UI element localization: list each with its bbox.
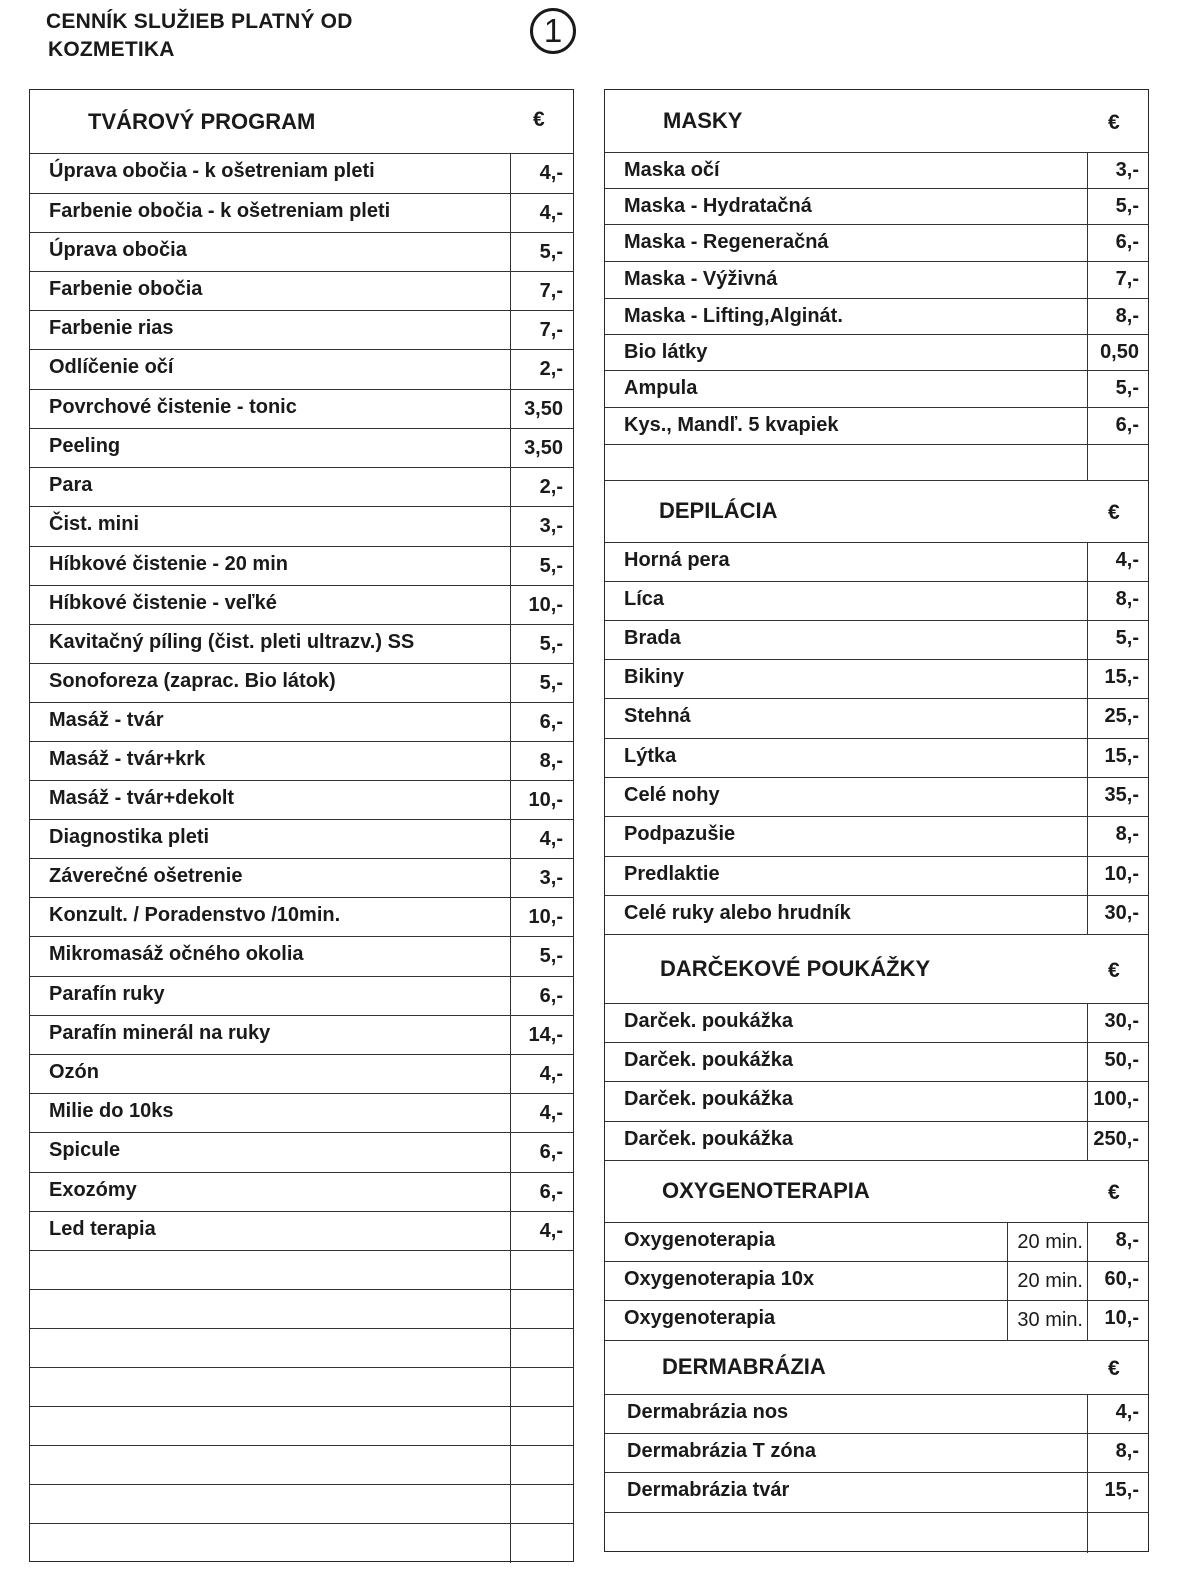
service-name: Darček. poukážka — [624, 1049, 793, 1071]
facial-program-table — [29, 89, 574, 1562]
table-row-divider — [30, 1484, 573, 1485]
table-row-divider — [605, 816, 1148, 817]
service-name: Híbkové čistenie - veľké — [49, 592, 277, 614]
service-price: 4,- — [539, 828, 563, 850]
service-price: 8,- — [1115, 305, 1139, 327]
service-name: Farbenie rias — [49, 317, 174, 339]
currency-symbol: € — [1108, 111, 1120, 134]
service-price: 10,- — [1104, 863, 1139, 885]
table-row-divider — [30, 1289, 573, 1290]
category-title: KOZMETIKA — [48, 38, 175, 61]
service-name: Maska - Regeneračná — [624, 231, 829, 253]
table-row-divider — [605, 698, 1148, 699]
service-price: 6,- — [539, 1181, 563, 1203]
table-row-divider — [30, 1015, 573, 1016]
service-name: Celé ruky alebo hrudník — [624, 902, 851, 924]
service-price: 14,- — [528, 1024, 563, 1046]
service-name: Farbenie obočia - k ošetreniam pleti — [49, 200, 391, 222]
service-price: 5,- — [1115, 195, 1139, 217]
table-row-divider — [605, 1472, 1148, 1473]
service-name: Masáž - tvár+krk — [49, 748, 206, 770]
currency-symbol: € — [533, 108, 545, 131]
service-price: 4,- — [539, 162, 563, 184]
table-row-divider — [30, 1211, 573, 1212]
service-name: Bikiny — [624, 666, 685, 688]
service-price: 8,- — [1115, 588, 1139, 610]
table-row-divider — [30, 1445, 573, 1446]
table-row-divider — [605, 261, 1148, 262]
service-name: Bio látky — [624, 341, 708, 363]
price-column-divider — [1087, 1003, 1088, 1160]
table-row-divider — [605, 1512, 1148, 1513]
service-price: 3,- — [1115, 159, 1139, 181]
service-name: Dermabrázia nos — [627, 1401, 789, 1423]
service-price: 8,- — [1115, 1440, 1139, 1462]
table-row-divider — [30, 467, 573, 468]
service-price: 15,- — [1104, 666, 1139, 688]
duration-column-divider — [1007, 1222, 1008, 1340]
pricelist-title: CENNÍK SLUŽIEB PLATNÝ OD — [46, 10, 353, 33]
service-price: 4,- — [539, 202, 563, 224]
service-name: Farbenie obočia — [49, 278, 203, 300]
service-name: Maska - Hydratačná — [624, 195, 812, 217]
service-price: 60,- — [1104, 1268, 1139, 1290]
service-price: 4,- — [539, 1102, 563, 1124]
service-name: Úprava obočia — [49, 239, 187, 261]
table-row-divider — [605, 1261, 1148, 1262]
service-price: 10,- — [528, 789, 563, 811]
service-price: 15,- — [1104, 1479, 1139, 1501]
table-row-divider — [30, 1054, 573, 1055]
table-row-divider — [30, 1406, 573, 1407]
service-price: 6,- — [1115, 414, 1139, 436]
service-price: 8,- — [1115, 1229, 1139, 1251]
service-price: 6,- — [539, 1141, 563, 1163]
table-row-divider — [605, 1003, 1148, 1004]
service-name: Oxygenoterapia 10x — [624, 1268, 815, 1290]
service-price: 6,- — [539, 711, 563, 733]
table-row-divider — [605, 620, 1148, 621]
service-name: Milie do 10ks — [49, 1100, 174, 1122]
service-price: 3,- — [539, 867, 563, 889]
service-price: 5,- — [1115, 377, 1139, 399]
table-row-divider — [605, 224, 1148, 225]
price-column-divider — [1087, 1222, 1088, 1340]
table-row-divider — [30, 702, 573, 703]
table-row-divider — [30, 1093, 573, 1094]
service-price: 5,- — [539, 241, 563, 263]
service-name: Darček. poukážka — [624, 1128, 793, 1150]
service-name: Horná pera — [624, 549, 730, 571]
service-name: Záverečné ošetrenie — [49, 865, 243, 887]
table-row-divider — [30, 1523, 573, 1524]
currency-symbol: € — [1108, 501, 1120, 524]
service-price: 4,- — [539, 1220, 563, 1242]
service-price: 4,- — [1115, 549, 1139, 571]
service-name: Stehná — [624, 705, 691, 727]
session-duration: 20 min. — [1017, 1270, 1083, 1292]
table-row-divider — [605, 1222, 1148, 1223]
price-column-divider — [510, 153, 511, 1563]
table-row-divider — [605, 188, 1148, 189]
currency-symbol: € — [1108, 1181, 1120, 1204]
table-row-divider — [30, 389, 573, 390]
right-column-tables — [604, 89, 1149, 1552]
service-price: 15,- — [1104, 745, 1139, 767]
table-row-divider — [30, 1328, 573, 1329]
table-row-divider — [30, 546, 573, 547]
table-row-divider — [30, 936, 573, 937]
table-row-divider — [30, 663, 573, 664]
session-duration: 30 min. — [1017, 1309, 1083, 1331]
service-name: Povrchové čistenie - tonic — [49, 396, 297, 418]
price-column-divider — [1087, 542, 1088, 934]
table-row-divider — [30, 1250, 573, 1251]
service-price: 2,- — [539, 358, 563, 380]
section-title: DEPILÁCIA — [659, 498, 778, 523]
table-row-divider — [605, 542, 1148, 543]
service-name: Híbkové čistenie - 20 min — [49, 553, 288, 575]
table-row-divider — [605, 1394, 1148, 1395]
service-price: 4,- — [539, 1063, 563, 1085]
service-name: Maska - Výživná — [624, 268, 778, 290]
service-name: Para — [49, 474, 93, 496]
table-row-divider — [30, 819, 573, 820]
service-name: Podpazušie — [624, 823, 736, 845]
service-price: 50,- — [1104, 1049, 1139, 1071]
table-row-divider — [30, 1367, 573, 1368]
service-price: 25,- — [1104, 705, 1139, 727]
service-name: Maska očí — [624, 159, 720, 181]
service-price: 0,50 — [1100, 341, 1139, 363]
service-name: Spicule — [49, 1139, 121, 1161]
table-row-divider — [605, 1300, 1148, 1301]
service-name: Parafín minerál na ruky — [49, 1022, 271, 1044]
currency-symbol: € — [1108, 1357, 1120, 1380]
service-price: 8,- — [539, 750, 563, 772]
service-name: Led terapia — [49, 1218, 156, 1240]
table-row-divider — [605, 407, 1148, 408]
service-name: Diagnostika pleti — [49, 826, 210, 848]
service-name: Peeling — [49, 435, 121, 457]
service-name: Ampula — [624, 377, 698, 399]
table-row-divider — [605, 334, 1148, 335]
table-row-divider — [605, 738, 1148, 739]
service-price: 2,- — [539, 476, 563, 498]
service-name: Odlíčenie očí — [49, 356, 174, 378]
session-duration: 20 min. — [1017, 1231, 1083, 1253]
service-name: Mikromasáž očného okolia — [49, 943, 304, 965]
section-divider — [605, 934, 1148, 935]
service-name: Masáž - tvár+dekolt — [49, 787, 235, 809]
section-divider — [605, 1160, 1148, 1161]
table-row-divider — [30, 193, 573, 194]
service-price: 7,- — [539, 280, 563, 302]
service-price: 4,- — [1115, 1401, 1139, 1423]
service-name: Úprava obočia - k ošetreniam pleti — [49, 160, 375, 182]
table-row-divider — [30, 741, 573, 742]
table-row-divider — [30, 349, 573, 350]
service-name: Parafín ruky — [49, 983, 165, 1005]
table-row-divider — [30, 976, 573, 977]
service-price: 250,- — [1093, 1128, 1139, 1150]
service-price: 6,- — [539, 985, 563, 1007]
service-price: 100,- — [1093, 1088, 1139, 1110]
service-price: 5,- — [539, 633, 563, 655]
service-price: 5,- — [539, 555, 563, 577]
service-name: Líca — [624, 588, 665, 610]
service-name: Lýtka — [624, 745, 677, 767]
service-name: Sonoforeza (zaprac. Bio látok) — [49, 670, 336, 692]
service-name: Maska - Lifting,Alginát. — [624, 305, 843, 327]
service-name: Brada — [624, 627, 681, 649]
service-name: Kavitačný píling (čist. pleti ultrazv.) SS — [49, 631, 415, 653]
table-row-divider — [30, 585, 573, 586]
table-row-divider — [605, 856, 1148, 857]
table-row-divider — [30, 858, 573, 859]
service-price: 5,- — [539, 672, 563, 694]
service-price: 35,- — [1104, 784, 1139, 806]
service-name: Kys., Mandľ. 5 kvapiek — [624, 414, 839, 436]
table-row-divider — [605, 1121, 1148, 1122]
table-row-divider — [605, 1081, 1148, 1082]
service-name: Masáž - tvár — [49, 709, 164, 731]
table-row-divider — [605, 777, 1148, 778]
table-row-divider — [30, 1132, 573, 1133]
section-title: DARČEKOVÉ POUKÁŽKY — [660, 955, 931, 981]
service-name: Dermabrázia tvár — [627, 1479, 790, 1501]
table-row-divider — [605, 895, 1148, 896]
service-name: Konzult. / Poradenstvo /10min. — [49, 904, 341, 926]
service-price: 10,- — [528, 594, 563, 616]
section-title: MASKY — [663, 108, 743, 133]
price-column-divider — [1087, 152, 1088, 480]
service-price: 10,- — [528, 906, 563, 928]
section-title: OXYGENOTERAPIA — [662, 1178, 870, 1203]
service-price: 5,- — [1115, 627, 1139, 649]
table-row-divider — [605, 659, 1148, 660]
service-price: 30,- — [1104, 1010, 1139, 1032]
service-name: Darček. poukážka — [624, 1010, 793, 1032]
table-row-divider — [30, 153, 573, 154]
table-row-divider — [605, 370, 1148, 371]
table-row-divider — [605, 1433, 1148, 1434]
table-row-divider — [30, 232, 573, 233]
service-name: Exozómy — [49, 1179, 137, 1201]
service-price: 10,- — [1104, 1307, 1139, 1329]
section-title: DERMABRÁZIA — [662, 1354, 826, 1379]
table-row-divider — [605, 1042, 1148, 1043]
service-name: Ozón — [49, 1061, 99, 1083]
service-price: 6,- — [1115, 231, 1139, 253]
table-row-divider — [30, 428, 573, 429]
table-row-divider — [30, 310, 573, 311]
section-title: TVÁROVÝ PROGRAM — [88, 109, 316, 134]
service-price: 3,50 — [524, 398, 563, 420]
service-name: Oxygenoterapia — [624, 1307, 776, 1329]
table-row-divider — [30, 897, 573, 898]
table-row-divider — [605, 298, 1148, 299]
table-row-divider — [30, 624, 573, 625]
service-name: Dermabrázia T zóna — [627, 1440, 816, 1462]
section-divider — [605, 480, 1148, 481]
service-name: Celé nohy — [624, 784, 720, 806]
table-row-divider — [605, 581, 1148, 582]
table-row-divider — [30, 271, 573, 272]
service-price: 5,- — [539, 945, 563, 967]
table-row-divider — [30, 506, 573, 507]
price-column-divider — [1087, 1394, 1088, 1553]
currency-symbol: € — [1108, 958, 1120, 982]
service-price: 3,50 — [524, 437, 563, 459]
page-number-badge: 1 — [530, 8, 576, 54]
table-row-divider — [605, 444, 1148, 445]
section-divider — [605, 1340, 1148, 1341]
service-name: Oxygenoterapia — [624, 1229, 776, 1251]
service-price: 7,- — [1115, 268, 1139, 290]
table-row-divider — [30, 780, 573, 781]
table-row-divider — [30, 1172, 573, 1173]
service-price: 7,- — [539, 319, 563, 341]
service-price: 3,- — [539, 515, 563, 537]
service-name: Čist. mini — [49, 513, 140, 535]
service-name: Predlaktie — [624, 863, 720, 885]
table-row-divider — [605, 152, 1148, 153]
service-price: 8,- — [1115, 823, 1139, 845]
service-price: 30,- — [1104, 902, 1139, 924]
service-name: Darček. poukážka — [624, 1088, 793, 1110]
